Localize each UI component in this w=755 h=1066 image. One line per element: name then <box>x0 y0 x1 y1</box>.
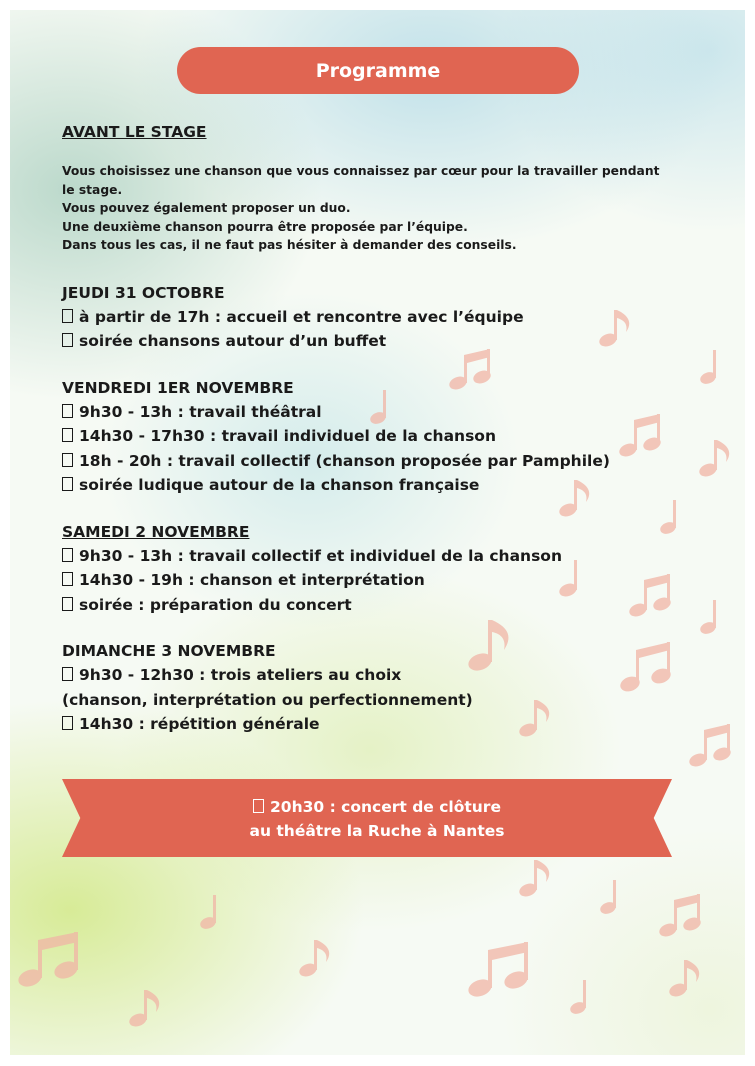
schedule-item <box>62 712 722 737</box>
schedule-item-text: soirée : préparation du concert <box>79 595 352 614</box>
missing-glyph-box-icon <box>253 799 264 813</box>
jeudi-heading: JEUDI 31 OCTOBRE <box>62 283 225 302</box>
concert-ribbon-text <box>62 795 692 843</box>
vendredi-section <box>62 376 722 498</box>
concert-time-text: 20h30 : concert de clôture <box>270 798 501 816</box>
missing-glyph-box-icon <box>62 453 73 467</box>
missing-glyph-box-icon <box>62 597 73 611</box>
missing-glyph-box-icon <box>62 404 73 418</box>
missing-glyph-box-icon <box>62 667 73 681</box>
jeudi-section <box>62 281 722 354</box>
program-content <box>62 120 722 737</box>
schedule-item <box>62 663 722 688</box>
schedule-item-text: 14h30 - 17h30 : travail individuel de la chanson <box>79 427 496 445</box>
avant-heading: AVANT LE STAGE <box>62 123 207 141</box>
schedule-item-text: 14h30 - 19h : chanson et interprétation <box>79 571 425 589</box>
avant-line: Vous choisissez une chanson que vous connaissez par cœur pour la travailler pendant <box>62 164 660 178</box>
schedule-item <box>62 449 722 474</box>
schedule-item-text: 18h - 20h : travail collectif (chanson proposée par Pamphile) <box>79 451 610 470</box>
schedule-item-text: à partir de 17h : accueil et rencontre avec l’équipe <box>79 307 524 326</box>
concert-line <box>62 795 692 819</box>
dimanche-heading: DIMANCHE 3 NOVEMBRE <box>62 642 276 660</box>
schedule-item-text: 9h30 - 13h : travail théâtral <box>79 402 322 421</box>
avant-line: le stage. <box>62 182 123 197</box>
schedule-item-text: soirée ludique autour de la chanson française <box>79 476 480 494</box>
missing-glyph-box-icon <box>62 572 73 586</box>
dimanche-section <box>62 639 722 737</box>
avant-line: Une deuxième chanson pourra être proposée par l’équipe. <box>62 219 468 234</box>
schedule-item <box>62 473 722 498</box>
missing-glyph-box-icon <box>62 548 73 562</box>
schedule-item <box>62 400 722 425</box>
vendredi-heading: VENDREDI 1ER NOVEMBRE <box>62 378 294 397</box>
missing-glyph-box-icon <box>62 333 73 347</box>
schedule-item-text: 9h30 - 12h30 : trois ateliers au choix <box>79 666 402 684</box>
missing-glyph-box-icon <box>62 477 73 491</box>
schedule-item-text: (chanson, interprétation ou perfectionnement) <box>62 690 473 709</box>
concert-venue: au théâtre la Ruche à Nantes <box>249 822 505 840</box>
avant-line: Dans tous les cas, il ne faut pas hésiter à demander des conseils. <box>62 238 517 252</box>
schedule-item <box>62 305 722 330</box>
samedi-heading: SAMEDI 2 NOVEMBRE <box>62 522 250 541</box>
schedule-item-text: soirée chansons autour d’un buffet <box>79 332 387 350</box>
schedule-item <box>62 544 722 569</box>
avant-text <box>62 162 722 255</box>
program-title: Programme <box>177 47 579 94</box>
samedi-section <box>62 520 722 618</box>
avant-section <box>62 120 722 255</box>
schedule-item <box>62 593 722 618</box>
missing-glyph-box-icon <box>62 428 73 442</box>
missing-glyph-box-icon <box>62 309 73 323</box>
schedule-item <box>62 568 722 593</box>
missing-glyph-box-icon <box>62 716 73 730</box>
schedule-item-text: 14h30 : répétition générale <box>79 715 320 733</box>
schedule-item <box>62 329 722 354</box>
schedule-item <box>62 424 722 449</box>
avant-line: Vous pouvez également proposer un duo. <box>62 201 351 215</box>
schedule-item-text: 9h30 - 13h : travail collectif et individuel de la chanson <box>79 546 562 565</box>
schedule-item <box>62 688 722 713</box>
